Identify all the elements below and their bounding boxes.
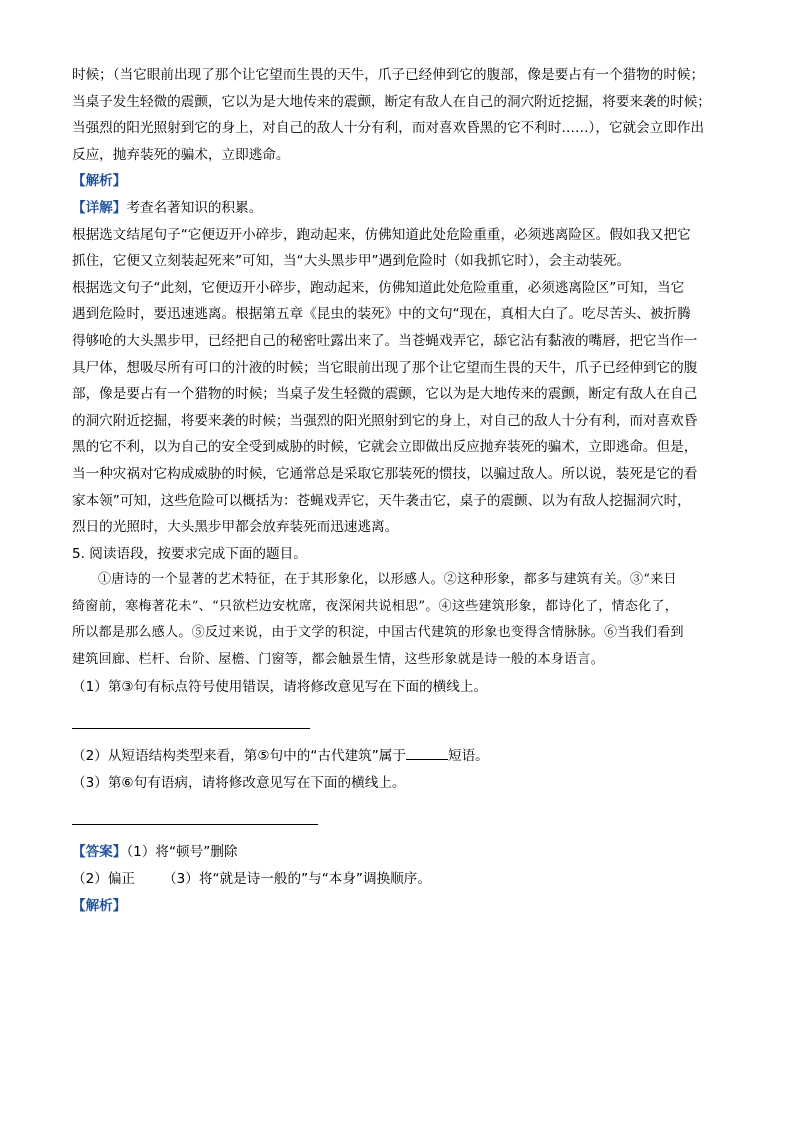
answer-line-2 [72,866,732,893]
subquestion-3: （3）第⑥句有语病，请将修改意见写在下面的横线上。 [72,774,406,791]
passage-line: 所以都是那么感人。⑤反过来说，由于文学的积淀，中国古代建筑的形象也变得含情脉脉。⑥当我们看到 [72,625,684,641]
text-line: 的洞穴附近挖掘，将要来袭的时候；当强烈的阳光照射到它的身上，对自己的敌人十分有利，而对喜欢昏 [72,412,698,429]
answer-blank-line-1[interactable] [72,710,310,729]
jiexi-heading-2 [72,893,732,920]
answer-1: （1）将“顿号”删除 [126,844,238,861]
analysis-paragraph-2 [72,275,732,541]
subquestion-2-suffix: 短语。 [447,748,489,765]
text-line: 反应，抛弃装死的骗术，立即逃命。 [72,146,290,163]
jiexi-tag: 【解析】 [72,173,127,190]
text-line: 根据选文结尾句子“它便迈开小碎步，跑动起来，仿佛知道此处危险重重，必须逃离险区。假如我又把它 [72,226,691,243]
answer-3: （3）将“就是诗一般的”与“本身”调换顺序。 [163,871,431,888]
xiangjie-text: 考查名著知识的积累。 [126,199,263,216]
text-line: 当强烈的阳光照射到它的身上，对自己的敌人十分有利，而对喜欢昏黑的它不利时……），它就会立即作出 [72,120,705,137]
text-line: 黑的它不利，以为自己的安全受到威胁的时候，它就会立即做出反应抛弃装死的骗术，立即逃命。但是， [72,439,698,456]
jiexi-tag: 【解析】 [72,897,127,914]
answer-2: （2）偏正 [72,871,136,888]
previous-answer-text [72,62,732,168]
xiangjie-line [72,195,732,222]
question-5-passage [72,567,732,673]
text-line: 得够呛的大头黑步甲，已经把自己的秘密吐露出来了。当苍蝇戏弄它，舔它沾有黏液的嘴唇，把它当作一 [72,332,698,349]
xiangjie-tag: 【详解】 [72,199,127,216]
answer-line-1 [72,839,732,866]
subquestion-2 [72,743,732,770]
passage-line: 建筑回廊、栏杆、台阶、屋檐、门窗等，都会触景生情，这些形象就是诗一般的本身语言。 [72,652,605,668]
fill-in-blank[interactable] [406,745,448,760]
text-line: 部，像是要占有一个猎物的时候；当桌子发生轻微的震颤，它以为是大地传来的震颤，断定有敌人在自己 [72,386,698,403]
subquestion-2-text: （2）从短语结构类型来看，第⑤句中的“古代建筑”属于 [72,748,406,765]
text-line: 根据选文句子“此刻，它便迈开小碎步，跑动起来，仿佛知道此处危险重重，必须逃离险区”可知，当它 [72,279,685,296]
subquestion-1: （1）第③句有标点符号使用错误，请将修改意见写在下面的横线上。 [72,678,488,695]
answer-blank-line-3[interactable] [72,806,318,825]
jiexi-heading [72,168,732,195]
text-line: 当桌子发生轻微的震颤，它以为是大地传来的震颤，断定有敌人在自己的洞穴附近挖掘，将要来袭的时候； [72,93,711,110]
text-line: 烈日的光照时，大头黑步甲都会放弃装死而迅速逃离。 [72,519,399,536]
question-5-title: 5. 阅读语段，按要求完成下面的题目。 [72,545,307,562]
passage-line: ①唐诗的一个显著的艺术特征，在于其形象化，以形感人。②这种形象，都多与建筑有关。③“来日 [98,572,677,588]
text-line: 遇到危险时，要迅速逃离。根据第五章《昆虫的装死》中的文句“现在，真相大白了。吃尽苦头、被折腾 [72,306,691,323]
text-line: 时候；（当它眼前出现了那个让它望而生畏的天牛，爪子已经伸到它的腹部，像是要占有一个猎物的时候； [72,67,705,83]
document-page [72,62,732,919]
text-line: 当一种灾祸对它构成威胁的时候，它通常总是采取它那装死的惯技，以骗过敌人。所以说，装死是它的看 [72,465,698,482]
text-line: 具尸体，想吸尽所有可口的汁液的时候；当它眼前出现了那个让它望而生畏的天牛，爪子已经伸到它的腹 [72,359,698,376]
answer-tag: 【答案】 [72,844,127,861]
text-line: 抓住，它便又立刻装起死来”可知，当“大头黑步甲”遇到危险时（如我抓它时），会主动装死。 [72,253,631,270]
passage-line: 绮窗前，寒梅著花未”、“只欲栏边安枕席，夜深闲共说相思”。④这些建筑形象，都诗化了，情态化了， [72,598,679,614]
text-line: 家本领”可知，这些危险可以概括为：苍蝇戏弄它，天牛袭击它，桌子的震颤、以为有敌人挖掘洞穴时， [72,492,691,509]
analysis-paragraph-1 [72,222,732,275]
